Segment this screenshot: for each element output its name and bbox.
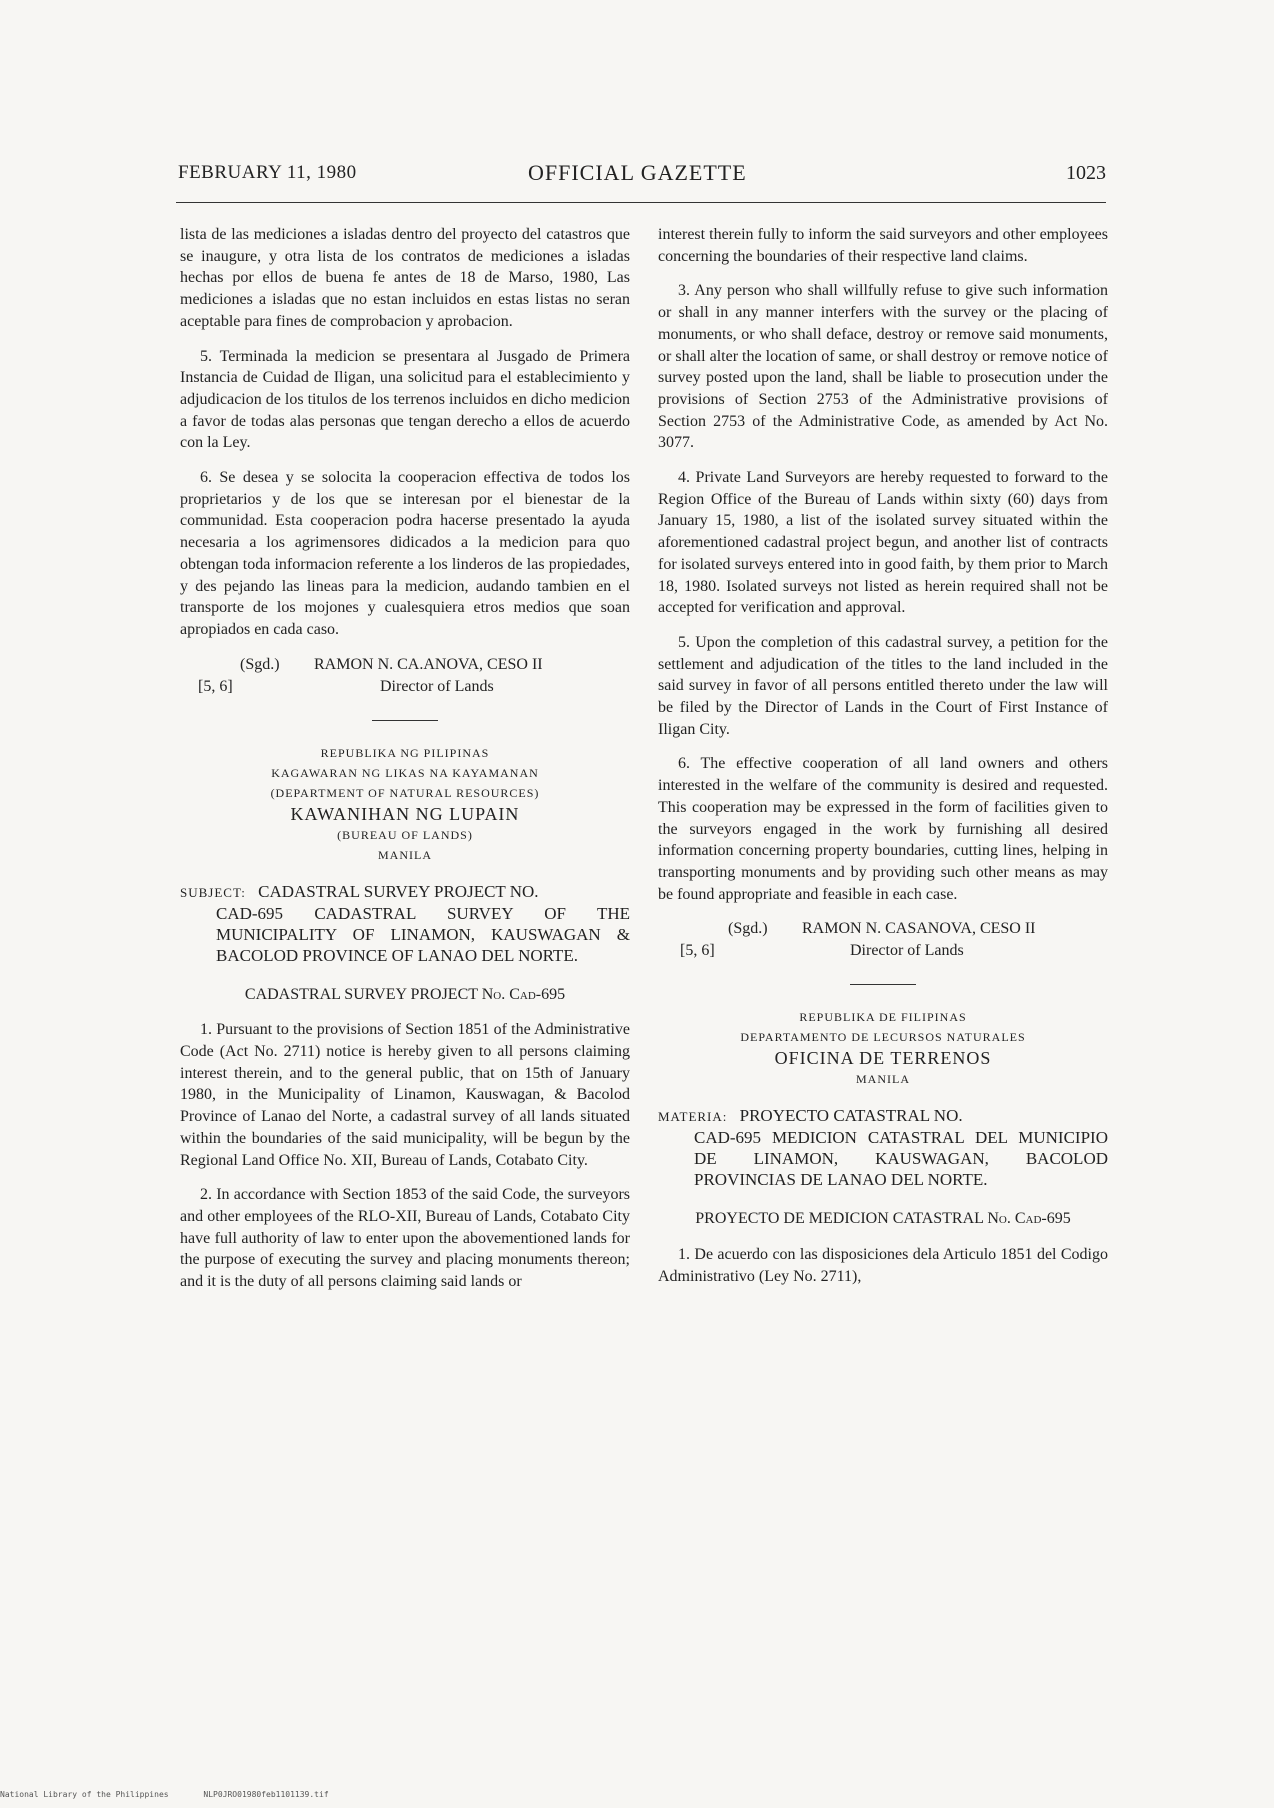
issue-date: FEBRUARY 11, 1980 <box>178 162 357 183</box>
signatory-name: RAMON N. CA.ANOVA, CESO II <box>314 655 543 673</box>
right-column <box>658 224 1108 1301</box>
signatory-title: Director of Lands <box>850 942 964 960</box>
heading-line: REPUBLIKA NG PILIPINAS <box>320 745 490 760</box>
signatory-name: RAMON N. CASANOVA, CESO II <box>802 920 1036 938</box>
heading-line: REPUBLIKA DE FILIPINAS <box>799 1010 967 1025</box>
paragraph: 1. De acuerdo con las disposiciones dela Articulo 1851 del Codigo Administrativo (Ley No. 2711), <box>658 1246 1108 1285</box>
paragraph: 1. Pursuant to the provisions of Section 1851 of the Administrative Code (Act No. 2711) notice is hereby given to all persons claiming interest therein, and to the general public, that on 15th of January 1980, in the Municipality of Linamon, Kauswagan, & Bacolod Province of Lanao del Norte, a cadastral survey of all lands situated within the boundaries of the said municipality, will be begun by the Regional Land Office No. XII, Bureau of Lands, Cotabato City. <box>180 1021 630 1169</box>
paragraph: 6. Se desea y se solocita la cooperacion effectiva de todos los proprietarios y de los que se interesan por el bienestar de la communidad. Esta cooperacion podra hacerse presentado la ayuda necesaria a los agrimensores didicados a la medicion para quo obtengan toda informacion referente a los linderos de las propiedades, y des pejando las lineas para la medicion, audando tambien en el transporte de los mojones y cualesquiera etros medios que soan apropiados en cada caso. <box>180 469 630 638</box>
section-divider <box>372 720 438 721</box>
library-credit: National Library of the Philippines <box>0 1790 169 1799</box>
heading-office: OFICINA DE TERRENOS <box>774 1048 992 1069</box>
heading-city: MANILA <box>856 1072 910 1087</box>
subject-block <box>180 881 630 966</box>
signatory-title: Director of Lands <box>380 677 494 695</box>
issue-citation: [5, 6] <box>680 942 715 960</box>
left-column <box>180 224 630 1306</box>
heading-city: MANILA <box>378 847 432 862</box>
heading-line: DEPARTAMENTO DE LECURSOS NATURALES <box>740 1030 1026 1045</box>
subject-first-line: PROYECTO CATASTRAL NO. <box>739 1106 963 1126</box>
issue-citation: [5, 6] <box>198 677 233 695</box>
paragraph: 2. In accordance with Section 1853 of the said Code, the surveyors and other employees of the RLO-XII, Bureau of Lands, Cotabato City have full authority of law to enter upon the abovementioned lands for the purpose of executing the survey and placing monuments thereon; and it is the duty of all persons claiming said lands or <box>180 1186 630 1291</box>
paragraph: 3. Any person who shall willfully refuse to give such information or shall in any manner interfers with the survey or the placing of monuments, or who shall deface, destroy or remove said monuments, or shall alter the location of same, or shall destroy or remove notice of survey posted upon the land, shall be liable to prosecution under the provisions of Section 2753 of the Administrative provisions of Section 2753 of the Administrative Code, as amended by Act No. 3077. <box>658 282 1108 452</box>
paragraph: 5. Terminada la medicion se presentara al Jusgado de Primera Instancia de Cuidad de Iligan, una solicitud para el establecimiento y adjudicacion de los titulos de los terrenos incluidos en dicho medicion a favor de todas alas personas que tengan derecho a ellos de acuerdo con la Ley. <box>180 347 630 452</box>
signed-mark: (Sgd.) <box>240 655 280 673</box>
page-header <box>178 162 1106 192</box>
paragraph: 6. The effective cooperation of all land owners and others interested in the welfare of the community is desired and requested. This cooperation may be expressed in the form of facilities given to the surveyors engaged in the work by furnishing all desired information concerning property boundaries, cutting lines, helping in transporting monuments and by providing such other means as may be found appropriate and feasible in each case. <box>658 755 1108 903</box>
section-divider <box>850 984 916 985</box>
signature-block <box>180 654 630 706</box>
paragraph: 5. Upon the completion of this cadastral survey, a petition for the settlement and adjudication of the titles to the land included in the said survey in favor of all persons entitled thereto under the law will be filed by the Director of Lands in the Court of First Instance of Iligan City. <box>658 633 1108 738</box>
heading-line: KAGAWARAN NG LIKAS NA KAYAMANAN <box>271 765 539 780</box>
paragraph: lista de las mediciones a isladas dentro del proyecto del catastros que se inaugure, y otra lista de los contratos de mediciones a isladas hechas por ellos de buena fe antes de 18 de Marso, 1980, Las mediciones a isladas que no estan incluidos en estas listas no seran aceptable para fines de comprobacion y aprobacion. <box>180 226 630 330</box>
heading-line: (DEPARTMENT OF NATURAL RESOURCES) <box>270 785 540 800</box>
subject-label: MATERIA: <box>658 1109 728 1125</box>
project-title: CADASTRAL SURVEY PROJECT No. Cad-695 <box>244 985 566 1003</box>
signature-block <box>658 918 1108 970</box>
signed-mark: (Sgd.) <box>728 920 768 938</box>
paragraph: interest therein fully to inform the said surveyors and other employees concerning the boundaries of their respective land claims. <box>658 226 1108 265</box>
paragraph: 4. Private Land Surveyors are hereby requested to forward to the Region Office of the Bureau of Lands within sixty (60) days from January 15, 1980, a list of the isolated survey situated within the aforementioned cadastral project begun, and another list of contracts for isolated surveys entered into in good faith, by them prior to March 18, 1980. Isolated surveys not listed as herein required shall not be accepted for verification and approval. <box>658 469 1108 617</box>
scan-filename: NLP0JRO01980feb1101139.tif <box>203 1790 329 1799</box>
subject-first-line: CADASTRAL SURVEY PROJECT NO. <box>258 881 539 901</box>
subject-label: SUBJECT: <box>180 884 246 900</box>
scan-footer <box>0 1790 359 1799</box>
subject-text: CAD-695 MEDICION CATASTRAL DEL MUNICIPIO DE LINAMON, KAUSWAGAN, BACOLOD PROVINCIAS DE LANAO DEL NORTE. <box>694 1128 1108 1190</box>
subject-block <box>658 1105 1108 1190</box>
subject-text: CAD-695 CADASTRAL SURVEY OF THE MUNICIPALITY OF LINAMON, KAUSWAGAN & BACOLOD PROVINCE OF LANAO DEL NORTE. <box>216 903 630 965</box>
project-title: PROYECTO DE MEDICION CATASTRAL No. Cad-695 <box>695 1210 1071 1228</box>
header-rule <box>176 202 1106 203</box>
heading-line: (BUREAU OF LANDS) <box>337 827 473 842</box>
page-number: 1023 <box>1066 162 1106 184</box>
publication-title: OFFICIAL GAZETTE <box>528 160 747 185</box>
heading-office: KAWANIHAN NG LUPAIN <box>290 803 520 824</box>
